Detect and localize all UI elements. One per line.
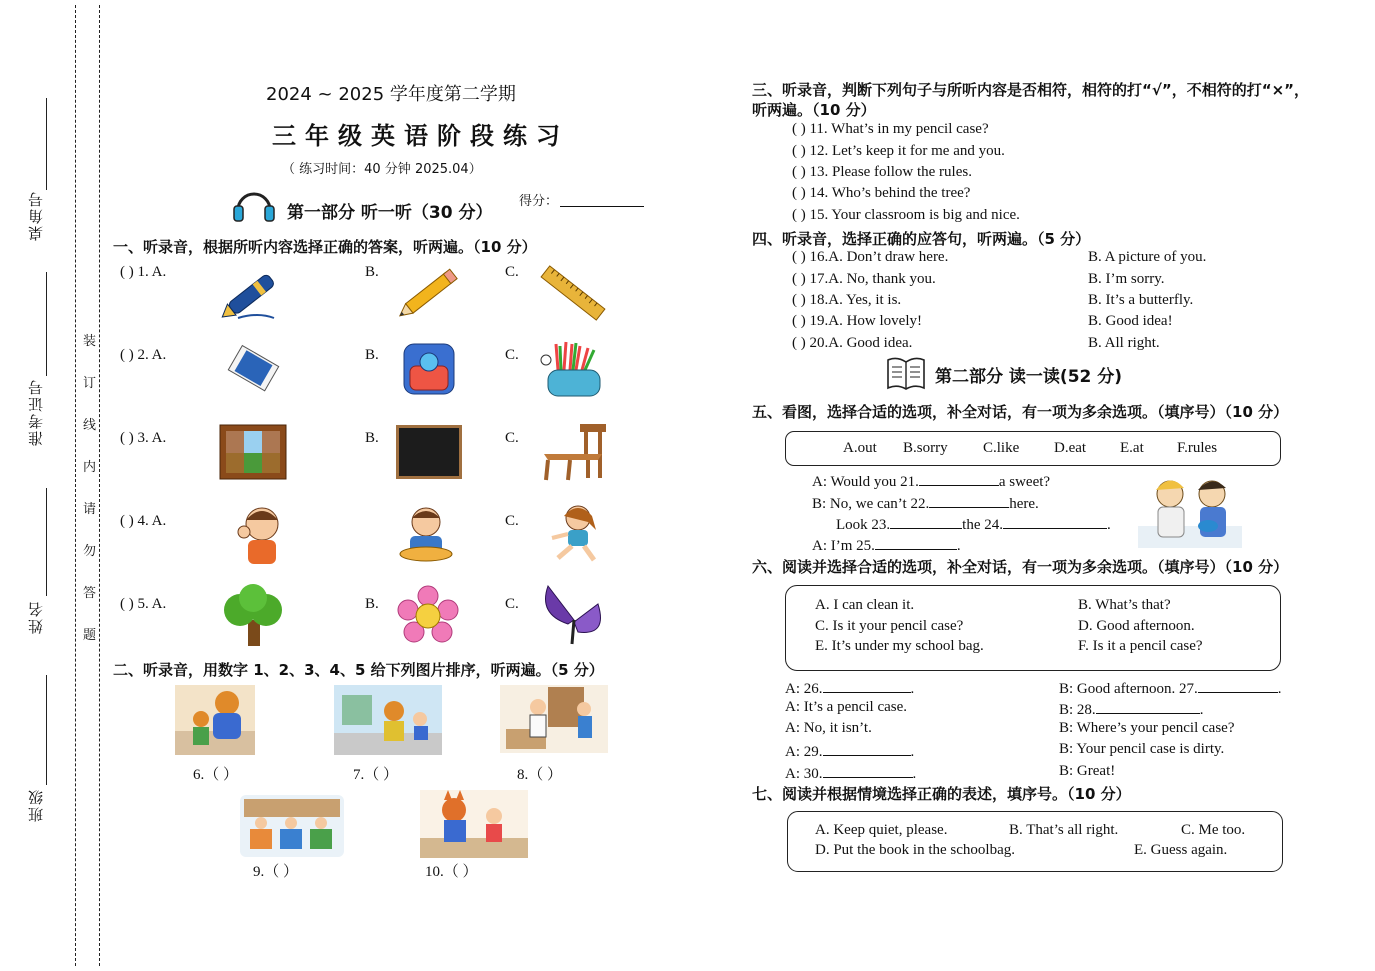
ticket-number-label: 准考证号	[29, 378, 45, 446]
exam-info: （ 练习时间：40 分钟 2025.04）	[282, 162, 482, 177]
pen-picture	[218, 262, 288, 329]
answer-blank-28[interactable]	[1096, 699, 1200, 714]
q4-c: C.	[505, 513, 519, 529]
notice-char: 题	[83, 627, 97, 642]
children-picture	[1138, 474, 1242, 553]
notice-char: 答	[83, 585, 97, 600]
dialog6-right: B: 28. .	[1059, 699, 1203, 719]
sec6-option: E. It’s under my school bag.	[815, 638, 984, 654]
answer-blank-30[interactable]	[823, 763, 913, 778]
sec5-option: C.like	[983, 440, 1020, 456]
pencil-case-picture	[538, 340, 608, 407]
part2-title: 第二部分 读一读(52 分)	[935, 367, 1123, 387]
sec6-option: A. I can clean it.	[815, 597, 915, 613]
name-field[interactable]	[46, 488, 47, 596]
dialog6-right: B: Where’s your pencil case?	[1059, 720, 1235, 736]
sec3-title-line2: 听两遍。（10 分）	[752, 101, 876, 119]
dialog-line-21: A: Would you 21. a sweet?	[812, 471, 1050, 491]
q12: ( ) 12. Let’s keep it for me and you.	[792, 143, 1005, 159]
q4-label: ( ) 4. A.	[120, 513, 167, 529]
girl-running-picture	[538, 502, 606, 569]
dialog6-left: A: It’s a pencil case.	[785, 699, 908, 715]
sec5-title: 五、看图，选择合适的选项，补全对话，有一项为多余选项。（填序号）（10 分）	[752, 403, 1289, 421]
q17-a: ( ) 17.A. No, thank you.	[792, 271, 936, 287]
q19-a: ( ) 19.A. How lovely!	[792, 313, 922, 329]
q15: ( ) 15. Your classroom is big and nice.	[792, 207, 1020, 223]
dialog-line-23-24: Look 23. the 24. .	[836, 514, 1111, 534]
dialog-line-25: A: I’m 25. .	[812, 535, 961, 555]
score-label: 得分：	[519, 194, 559, 209]
dialog6-left: A: 30. .	[785, 763, 916, 783]
q20-a: ( ) 20.A. Good idea.	[792, 335, 913, 351]
sec4-title: 四、听录音，选择正确的应答句，听两遍。（5 分）	[752, 230, 1091, 248]
class-label: 班级	[29, 788, 45, 822]
scene-10-label: 10.（ ）	[425, 864, 478, 880]
scene-6-picture	[175, 685, 255, 760]
notice-char: 订	[83, 375, 97, 390]
sec5-option: E.at	[1120, 440, 1144, 456]
notice-char: 内	[83, 459, 97, 474]
notice-char: 装	[83, 333, 97, 348]
scene-7-label: 7.（ ）	[353, 767, 399, 783]
q20-b: B. All right.	[1088, 335, 1160, 351]
q3-c: C.	[505, 430, 519, 446]
boy-coughing-picture	[232, 502, 292, 571]
ruler-picture	[538, 262, 608, 329]
sec6-option: F. Is it a pencil case?	[1078, 638, 1203, 654]
dialog-line-22: B: No, we can’t 22. here.	[812, 493, 1039, 513]
answer-blank-25[interactable]	[875, 535, 957, 550]
boy-eating-picture	[396, 502, 458, 569]
sec6-option: D. Good afternoon.	[1078, 618, 1195, 634]
headphones-icon	[232, 184, 276, 229]
answer-blank-22[interactable]	[929, 493, 1009, 508]
chair-picture	[540, 420, 606, 487]
scene-9-label: 9.（ ）	[253, 864, 299, 880]
term-line: 2024 ~ 2025 学年度第二学期	[266, 84, 516, 105]
sec5-option: D.eat	[1054, 440, 1087, 456]
q1-c: C.	[505, 264, 519, 280]
q16-b: B. A picture of you.	[1088, 249, 1207, 265]
dialog6-right: B: Great!	[1059, 763, 1116, 779]
q18-a: ( ) 18.A. Yes, it is.	[792, 292, 902, 308]
part1-title: 第一部分 听一听（30 分）	[287, 203, 493, 223]
sec6-title: 六、阅读并选择合适的选项，补全对话，有一项为多余选项。（填序号）（10 分）	[752, 558, 1289, 576]
dialog6-left: A: 29. .	[785, 741, 914, 761]
tree-picture	[218, 584, 288, 653]
q2-label: ( ) 2. A.	[120, 347, 167, 363]
q11: ( ) 11. What’s in my pencil case?	[792, 121, 989, 137]
class-field[interactable]	[46, 675, 47, 785]
answer-blank-21[interactable]	[919, 471, 999, 486]
sec5-option: A.out	[843, 440, 877, 456]
scene-8-picture	[500, 685, 608, 758]
q2-b: B.	[365, 347, 379, 363]
answer-blank-23[interactable]	[890, 514, 962, 529]
sec7-option: B. That’s all right.	[1009, 822, 1119, 838]
desk-number-label: 桌角号	[29, 190, 45, 241]
sec5-option: F.rules	[1177, 440, 1218, 456]
sec3-title-line1: 三、听录音，判断下列句子与所听内容是否相符，相符的打“√”，不相符的打“×”，	[752, 81, 1310, 99]
sec7-title: 七、阅读并根据情境选择正确的表述，填序号。（10 分）	[752, 785, 1131, 803]
dialog6-left: A: No, it isn’t.	[785, 720, 872, 736]
sec2-title: 二、听录音，用数字 1、2、3、4、5 给下列图片排序，听两遍。（5 分）	[113, 661, 604, 679]
dialog6-right: B: Your pencil case is dirty.	[1059, 741, 1225, 757]
q19-b: B. Good idea!	[1088, 313, 1173, 329]
answer-blank-27[interactable]	[1198, 678, 1278, 693]
answer-blank-24[interactable]	[1003, 514, 1107, 529]
sec7-option: E. Guess again.	[1134, 842, 1228, 858]
pencil-picture	[394, 262, 464, 329]
sec5-option: B.sorry	[903, 440, 948, 456]
answer-blank-29[interactable]	[823, 741, 911, 756]
blackboard-picture	[394, 423, 464, 486]
sec7-option: D. Put the book in the schoolbag.	[815, 842, 1015, 858]
page-title: 三年级英语阶段练习	[272, 121, 569, 150]
window-picture	[218, 423, 288, 486]
sec6-option: B. What’s that?	[1078, 597, 1171, 613]
school-bag-picture	[394, 336, 464, 403]
desk-number-field[interactable]	[46, 98, 47, 190]
binding-line-outer	[75, 5, 76, 966]
scene-10-picture	[420, 790, 528, 863]
ticket-number-field[interactable]	[46, 272, 47, 376]
notice-char: 勿	[83, 543, 97, 558]
q13: ( ) 13. Please follow the rules.	[792, 164, 972, 180]
scene-8-label: 8.（ ）	[517, 767, 563, 783]
answer-blank-26[interactable]	[823, 678, 911, 693]
butterfly-picture	[538, 584, 608, 653]
scene-6-label: 6.（ ）	[193, 767, 239, 783]
q3-b: B.	[365, 430, 379, 446]
q14: ( ) 14. Who’s behind the tree?	[792, 185, 971, 201]
sec7-option: A. Keep quiet, please.	[815, 822, 948, 838]
dialog6-right: B: Good afternoon. 27. .	[1059, 678, 1281, 698]
notice-char: 请	[83, 501, 97, 516]
sec1-title: 一、听录音，根据所听内容选择正确的答案，听两遍。（10 分）	[113, 238, 537, 256]
q16-a: ( ) 16.A. Don’t draw here.	[792, 249, 949, 265]
open-book-icon	[885, 354, 927, 397]
binding-line-inner	[99, 5, 100, 966]
q5-label: ( ) 5. A.	[120, 596, 167, 612]
score-field[interactable]	[560, 206, 644, 207]
sec6-option: C. Is it your pencil case?	[815, 618, 964, 634]
flower-picture	[396, 584, 460, 653]
q5-c: C.	[505, 596, 519, 612]
dialog6-left: A: 26. .	[785, 678, 914, 698]
eraser-picture	[218, 338, 288, 405]
q17-b: B. I’m sorry.	[1088, 271, 1165, 287]
q1-label: ( ) 1. A.	[120, 264, 167, 280]
q3-label: ( ) 3. A.	[120, 430, 167, 446]
q18-b: B. It’s a butterfly.	[1088, 292, 1194, 308]
scene-9-picture	[240, 795, 344, 862]
q2-c: C.	[505, 347, 519, 363]
notice-char: 线	[83, 417, 97, 432]
sec7-option: C. Me too.	[1181, 822, 1246, 838]
scene-7-picture	[334, 685, 442, 760]
q5-b: B.	[365, 596, 379, 612]
q1-b: B.	[365, 264, 379, 280]
name-label: 姓名	[29, 600, 45, 634]
